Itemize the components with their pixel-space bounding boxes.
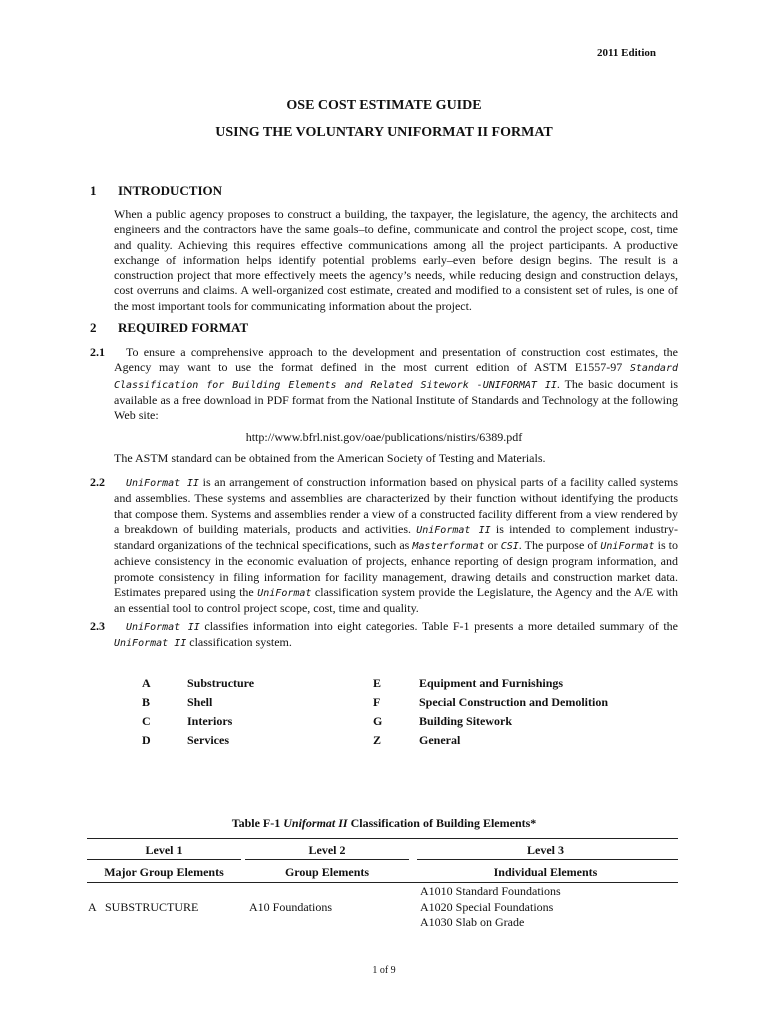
individual-elements-header: Individual Elements [493,865,598,879]
category-name: Equipment and Furnishings [419,676,564,690]
category-code: E [373,676,382,690]
category-name: Services [187,733,229,747]
paragraph-2-2: UniFormat II is an arrangement of construction information based on physical parts of a facility called systems and assemblies. These systems and assemblies are characterized by their function without identifying the products that compose them. Systems and assemblies render a view of a constructed facility different from a view rendered by a breakdown of building materials, products and activities. UniFormat II is intended to complement industry-standard organizations of the technical specifications, such as Masterformat or CSI. The purpose of UniFormat is to achieve consistency in the economic evaluation of projects, enhance reporting of design program information, and promote consistency in filing information for facility management, drawing details and construction market data. Estimates prepared using the UniFormat classification system provide the Legislature, the Agency and the A/E with an essential tool to control project scope, cost, time and quality. [114,475,679,616]
level-3-cell [420,884,561,931]
document-title: OSE COST ESTIMATE GUIDE [286,98,482,113]
header-divider [87,859,241,860]
standard-title: Standard Classification for Building Elements and Related Sitework -UNIFORMAT II [114,363,678,391]
category-name: Interiors [187,714,233,728]
paragraph-2-3: UniFormat II classifies information into eight categories. Table F-1 presents a more detailed summary of the UniFormat II classification system. [114,619,679,650]
table-caption: Table F-1 Uniformat II Classification of Building Elements* [231,816,537,830]
header-bottom-rule [87,882,678,883]
nist-url-link[interactable]: http://www.bfrl.nist.gov/oae/publications/nistirs/6389.pdf [245,430,523,444]
header-divider [245,859,409,860]
level-1-header: Level 1 [145,843,183,857]
level-2-cell: A10 Foundations [249,900,333,914]
edition-label: 2011 Edition [597,47,656,59]
paragraph-2-1: To ensure a comprehensive approach to the development and presentation of construction cost estimates, the Agency may want to use the format defined in the most current edition of ASTM E1557-97 Standard Classification for Building Elements and Related Sitework -UNIFORMAT II. The basic document is available as a free download in PDF format from the National Institute of Standards and Technology at the following Web site: [114,345,678,423]
category-code: D [142,733,151,747]
category-code: A [142,676,151,690]
paragraph-number: 2.2 [90,475,105,489]
category-name: Special Construction and Demolition [419,695,609,709]
section-title-introduction: INTRODUCTION [118,183,223,198]
category-code: C [142,714,151,728]
table-top-rule [87,838,678,839]
level-1-cell: A SUBSTRUCTURE [88,900,199,914]
category-name: Substructure [187,676,255,690]
category-name: Shell [187,695,213,709]
section-number: 2 [90,320,97,335]
category-code: B [142,695,151,709]
paragraph-number: 2.1 [90,345,105,359]
table-row: A1010 Standard Foundations [420,884,561,898]
page-number: 1 of 9 [372,965,396,976]
category-code: F [373,695,381,709]
table-row: A1020 Special Foundations [420,899,554,914]
introduction-paragraph: When a public agency proposes to construct a building, the taxpayer, the legislature, the agency, the architects and engineers and the contractors have the same goals–to define, communicate and control the project scope, cost, time and quality. Achieving this requires effective communications among all the project participants. A productive exchange of information helps identify potential problems early–even before design begins. The result is a construction project that more effectively meets the agency’s needs, while reducing design and construction delays, cost overruns and claims. A well-organized cost estimate, created and modified to a consistent set of rules, is one of the most important tools for communicating information about the project. [114,207,678,313]
major-group-header: Major Group Elements [104,865,224,879]
level-3-header: Level 3 [527,843,564,857]
document-subtitle: USING THE VOLUNTARY UNIFORMAT II FORMAT [215,125,553,140]
astm-note: The ASTM standard can be obtained from the American Society of Testing and Materials. [114,451,546,465]
category-code: G [373,714,383,728]
section-title-required-format: REQUIRED FORMAT [118,320,249,335]
table-row: A1030 Slab on Grade [420,915,525,929]
category-name: General [419,733,461,747]
section-number: 1 [90,183,97,198]
category-code: Z [373,733,382,747]
paragraph-number: 2.3 [90,619,105,633]
group-elements-header: Group Elements [284,865,370,879]
level-2-header: Level 2 [308,843,346,857]
header-divider [417,859,678,860]
category-name: Building Sitework [419,714,513,728]
